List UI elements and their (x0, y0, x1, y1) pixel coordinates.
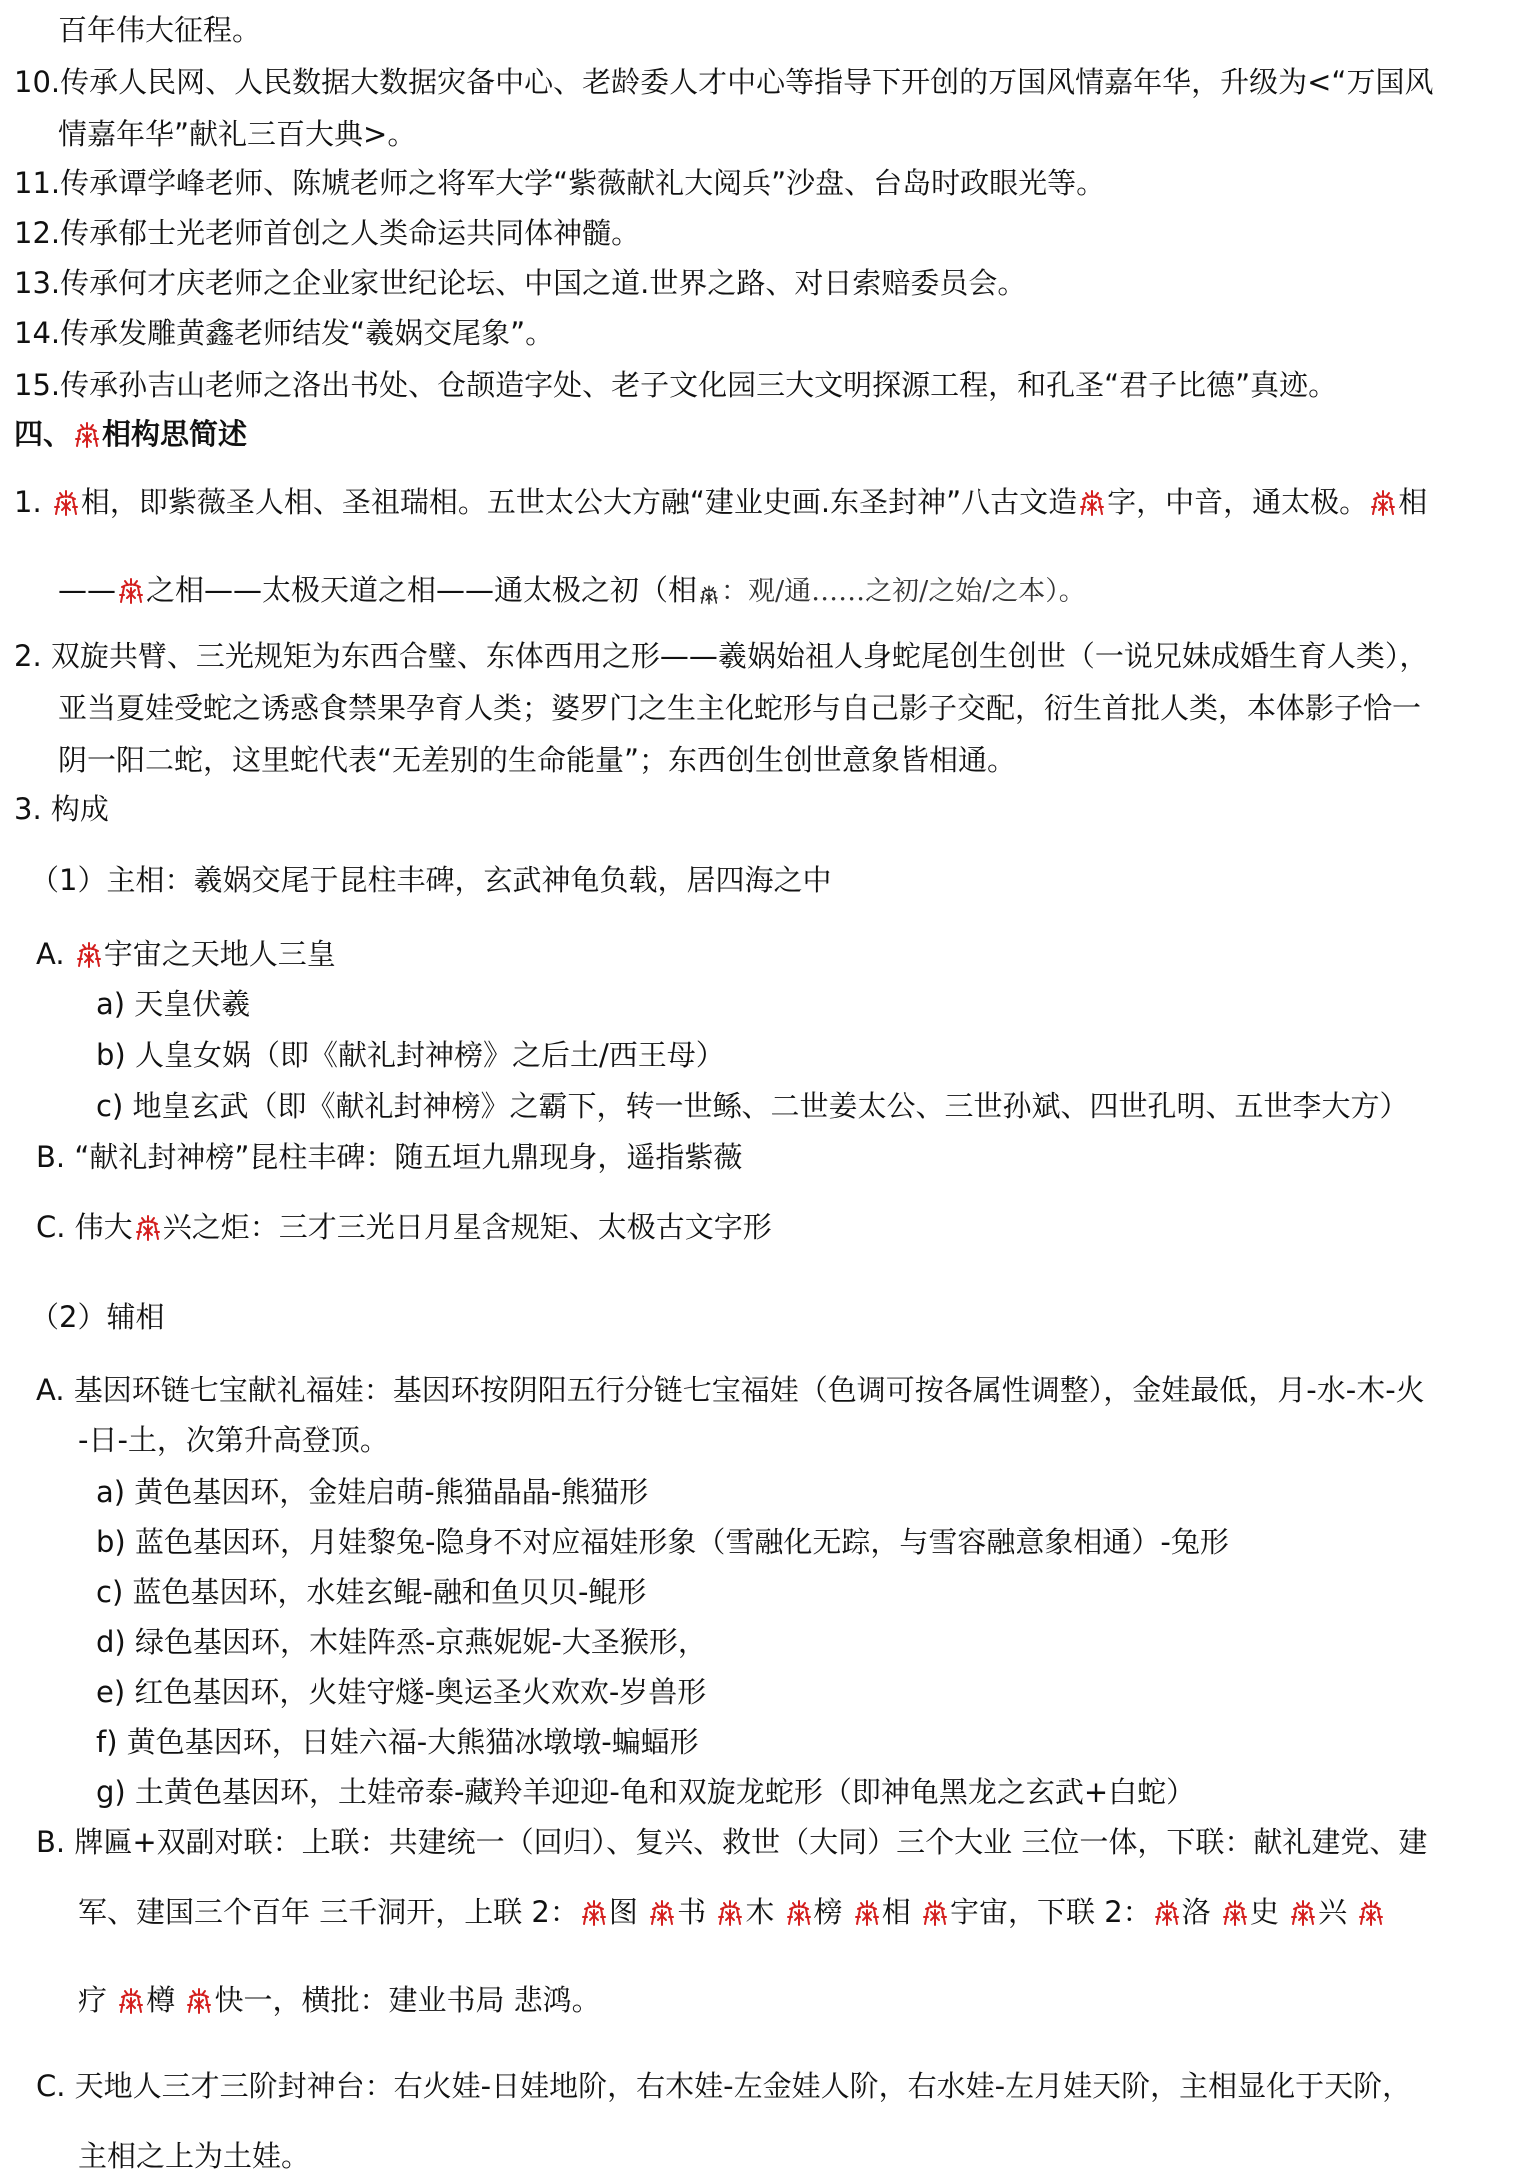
text-line (78, 1892, 1386, 1938)
text-fragment: 兴之炬：三才三光日月星含规矩、太极古文字形 (162, 1210, 772, 1244)
text-fragment: 主相之上为土娃。 (78, 2139, 311, 2173)
text-line (96, 1672, 706, 1712)
text-fragment: f) 黄色基因环，日娃六福-大熊猫冰墩墩-蝙蝠形 (96, 1725, 699, 1759)
red-insect-glyph-icon (648, 1898, 676, 1938)
text-line (58, 10, 261, 50)
text-fragment: A. 基因环链七宝献礼福娃：基因环按阴阳五行分链七宝福娃（色调可按各属性调整），金娃最低，月-水-木-火 (36, 1373, 1425, 1407)
red-insect-glyph-icon (1221, 1898, 1249, 1938)
text-line (78, 1980, 601, 2026)
text-line (14, 263, 1026, 303)
text-line (36, 1137, 742, 1177)
text-fragment: 木 (745, 1895, 784, 1929)
text-line (96, 1722, 699, 1762)
red-insect-glyph-icon (117, 576, 145, 616)
text-line (14, 482, 1427, 528)
text-line (96, 984, 250, 1024)
text-fragment: 四、 (14, 417, 73, 451)
text-fragment: b) 人皇女娲（即《献礼封神榜》之后土/西王母） (96, 1038, 725, 1072)
text-line (78, 1420, 389, 1460)
text-fragment: 快一，横批：建业书局 悲鸿。 (214, 1983, 601, 2017)
text-fragment: C. 伟大 (36, 1210, 133, 1244)
text-fragment: 13.传承何才庆老师之企业家世纪论坛、中国之道.世界之路、对日索赔委员会。 (14, 266, 1027, 300)
red-insect-glyph-icon (1369, 488, 1397, 528)
text-fragment: 相构思简述 (102, 417, 248, 451)
red-insect-glyph-icon (1289, 1898, 1317, 1938)
text-line (30, 860, 831, 900)
text-line (36, 934, 336, 980)
red-insect-glyph-icon (921, 1898, 949, 1938)
text-fragment: 兴 (1318, 1895, 1357, 1929)
red-insect-glyph-icon (853, 1898, 881, 1938)
text-fragment: -日-土，次第升高登顶。 (78, 1423, 389, 1457)
text-line (96, 1772, 1195, 1812)
text-fragment: 疗 (78, 1983, 117, 2017)
red-insect-glyph-icon (117, 1986, 145, 2026)
red-insect-glyph-icon (1153, 1898, 1181, 1938)
text-fragment: B. 牌匾+双副对联：上联：共建统一（回归）、复兴、救世（大同）三个大业 三位一体，下联：献礼建党、建 (36, 1825, 1428, 1859)
text-line (30, 1297, 164, 1337)
small-script-glyph-icon (698, 576, 720, 616)
text-line (78, 2136, 310, 2176)
text-fragment: 15.传承孙吉山老师之洛出书处、仓颉造字处、老子文化园三大文明探源工程，和孔圣“君子比德”真迹。 (14, 368, 1338, 402)
text-fragment: 军、建国三个百年 三千洞开，上联 2： (78, 1895, 579, 1929)
text-line (14, 313, 554, 353)
text-fragment: （1）主相：羲娲交尾于昆柱丰碑，玄武神龟负载，居四海之中 (30, 863, 832, 897)
text-line (14, 414, 247, 460)
red-insect-glyph-icon (185, 1986, 213, 2026)
red-insect-glyph-icon (580, 1898, 608, 1938)
text-line (58, 688, 1421, 728)
text-fragment: c) 地皇玄武（即《献礼封神榜》之霸下，转一世鲧、二世姜太公、三世孙斌、四世孔明、五世李大方） (96, 1089, 1409, 1123)
text-fragment: 百年伟大征程。 (58, 13, 262, 47)
text-fragment: e) 红色基因环，火娃守燧-奥运圣火欢欢-岁兽形 (96, 1675, 707, 1709)
text-fragment: C. 天地人三才三阶封神台：右火娃-日娃地阶，右木娃-左金娃人阶，右水娃-左月娃天阶，主相显化于天阶， (36, 2069, 1412, 2103)
red-insect-glyph-icon (75, 940, 103, 980)
text-line (58, 570, 1086, 616)
text-fragment: 宇宙，下联 2： (949, 1895, 1152, 1929)
text-line (96, 1086, 1408, 1126)
text-line (36, 1822, 1427, 1862)
text-fragment: a) 黄色基因环，金娃启萌-熊猫晶晶-熊猫形 (96, 1475, 649, 1509)
text-fragment: 14.传承发雕黄鑫老师结发“羲娲交尾象”。 (14, 316, 555, 350)
text-fragment: （2）辅相 (30, 1300, 165, 1334)
red-insect-glyph-icon (1357, 1898, 1385, 1938)
text-fragment: 1. (14, 485, 51, 519)
red-insect-glyph-icon (716, 1898, 744, 1938)
text-line (96, 1572, 646, 1612)
text-line (96, 1522, 1229, 1562)
text-line (14, 636, 1428, 676)
text-fragment: 10.传承人民网、人民数据大数据灾备中心、老龄委人才中心等指导下开创的万国风情嘉年华，升级为<“万国风 (14, 65, 1434, 99)
text-fragment: g) 土黄色基因环，土娃帝泰-藏羚羊迎迎-龟和双旋龙蛇形（即神龟黑龙之玄武+白蛇） (96, 1775, 1196, 1809)
text-fragment: d) 绿色基因环，木娃阵烝-京燕妮妮-大圣猴形， (96, 1625, 707, 1659)
text-line (36, 2066, 1411, 2106)
text-fragment: 字，中音，通太极。 (1107, 485, 1369, 519)
text-fragment: 12.传承郁士光老师首创之人类命运共同体神髓。 (14, 216, 641, 250)
text-line (14, 789, 109, 829)
text-fragment: 书 (677, 1895, 716, 1929)
text-fragment: 之相——太极天道之相——通太极之初（相 (146, 573, 698, 607)
text-fragment: ：观/通……之初/之始/之本）。 (721, 576, 1086, 607)
text-fragment: 樽 (146, 1983, 185, 2017)
text-line (58, 114, 416, 154)
text-fragment: B. “献礼封神榜”昆柱丰碑：随五垣九鼎现身，遥指紫薇 (36, 1140, 743, 1174)
text-fragment: 11.传承谭学峰老师、陈虓老师之将军大学“紫薇献礼大阅兵”沙盘、台岛时政眼光等。 (14, 166, 1106, 200)
text-fragment: 榜 (813, 1895, 852, 1929)
text-fragment: 图 (608, 1895, 648, 1929)
text-fragment: 洛 (1181, 1895, 1220, 1929)
text-line (96, 1622, 707, 1662)
text-fragment: —— (58, 573, 116, 607)
text-fragment: 阴一阳二蛇，这里蛇代表“无差别的生命能量”；东西创生创世意象皆相通。 (58, 743, 1017, 777)
text-fragment: 2. 双旋共臂、三光规矩为东西合璧、东体西用之形——羲娲始祖人身蛇尾创生创世（一说兄妹成婚生育人类）， (14, 639, 1429, 673)
text-line (36, 1207, 772, 1253)
text-line (14, 163, 1105, 203)
text-fragment: 史 (1249, 1895, 1289, 1929)
text-fragment: 宇宙之天地人三皇 (103, 937, 336, 971)
red-insect-glyph-icon (1078, 488, 1106, 528)
red-insect-glyph-icon (785, 1898, 813, 1938)
text-line (14, 62, 1433, 102)
text-fragment: 相 (1398, 485, 1428, 519)
text-fragment: a) 天皇伏羲 (96, 987, 251, 1021)
text-line (14, 213, 640, 253)
text-fragment: 亚当夏娃受蛇之诱惑食禁果孕育人类；婆罗门之生主化蛇形与自己影子交配，衍生首批人类，本体影子恰一 (58, 691, 1422, 725)
red-insect-glyph-icon (52, 488, 80, 528)
text-line (14, 365, 1337, 405)
red-insect-glyph-icon (73, 420, 101, 460)
red-insect-glyph-icon (134, 1213, 162, 1253)
text-line (96, 1035, 725, 1075)
text-line (96, 1472, 648, 1512)
text-fragment: c) 蓝色基因环，水娃玄鲲-融和鱼贝贝-鲲形 (96, 1575, 647, 1609)
text-fragment: A. (36, 937, 74, 971)
text-fragment: 情嘉年华”献礼三百大典>。 (58, 117, 417, 151)
text-line (36, 1370, 1425, 1410)
text-fragment: 3. 构成 (14, 792, 109, 826)
text-line (58, 740, 1016, 780)
text-fragment: 相，即紫薇圣人相、圣祖瑞相。五世太公大方融“建业史画.东圣封神”八古文造 (80, 485, 1078, 519)
text-fragment: b) 蓝色基因环，月娃黎兔-隐身不对应福娃形象（雪融化无踪，与雪容融意象相通）-兔形 (96, 1525, 1229, 1559)
text-fragment: 相 (881, 1895, 920, 1929)
